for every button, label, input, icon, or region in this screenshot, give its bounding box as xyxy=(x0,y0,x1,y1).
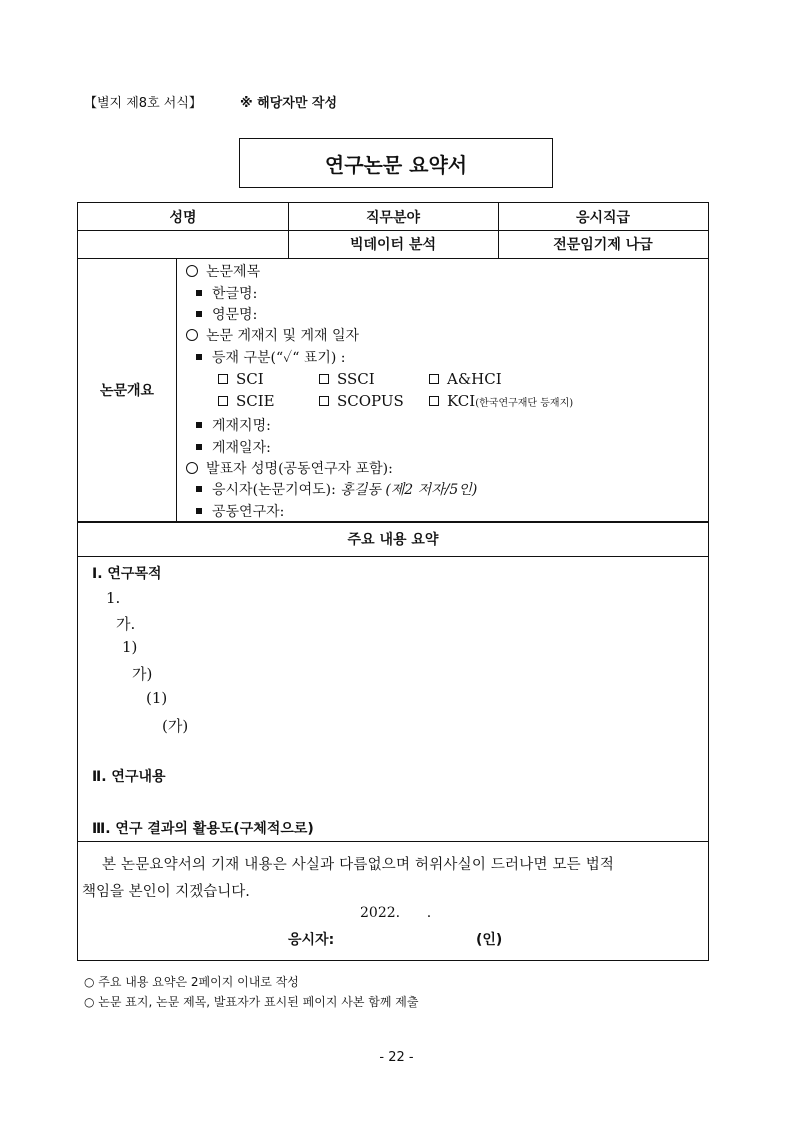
outline-level-6[interactable]: (가) xyxy=(162,717,189,735)
section-1-heading: Ⅰ. 연구목적 xyxy=(92,566,162,582)
applicant-label: 응시자(논문기여도): xyxy=(212,482,336,498)
circle-bullet-icon xyxy=(186,329,198,341)
header-name: 성명 xyxy=(169,209,197,226)
paper-title-label: 논문제목 xyxy=(206,264,261,280)
outline-level-5[interactable]: (1) xyxy=(146,689,168,707)
classification-row xyxy=(196,347,345,367)
section-3-heading: Ⅲ. 연구 결과의 활용도(구체적으로) xyxy=(92,821,314,837)
journal-name-label: 게재지명: xyxy=(212,418,271,434)
field-value: 빅데이터 분석 xyxy=(349,237,437,253)
pub-date-label: 게재일자: xyxy=(212,440,271,456)
co-researcher-row[interactable] xyxy=(196,501,284,521)
english-name-row[interactable] xyxy=(196,304,257,324)
square-bullet-icon xyxy=(196,290,202,296)
venue-date-row xyxy=(186,325,359,345)
checkbox-icon[interactable] xyxy=(429,396,439,406)
square-bullet-icon xyxy=(196,311,202,317)
document-title: 연구논문 요약서 xyxy=(239,138,553,188)
header-field: 직무분야 xyxy=(365,209,421,226)
presenter-row xyxy=(186,458,393,478)
square-bullet-icon xyxy=(196,354,202,360)
pub-date-row[interactable] xyxy=(196,437,271,457)
english-name-label: 영문명: xyxy=(212,307,258,323)
pledge-line-2: 책임을 본인이 지겠습니다. xyxy=(82,884,250,900)
applicant-example: 홍길동 (제2 저자/5인) xyxy=(340,482,478,498)
notice-text: ※ 해당자만 작성 xyxy=(240,96,338,111)
checkbox-ssci[interactable]: SSCI xyxy=(319,370,375,388)
checkbox-icon[interactable] xyxy=(218,374,228,384)
pledge-applicant[interactable]: 응시자: xyxy=(288,932,335,948)
korean-name-row[interactable] xyxy=(196,283,257,303)
checkbox-icon[interactable] xyxy=(218,396,228,406)
overview-label: 논문개요 xyxy=(99,382,155,399)
checkbox-ahci[interactable]: A&HCI xyxy=(429,370,502,388)
summary-header: 주요 내용 요약 xyxy=(347,531,439,548)
outline-level-1[interactable]: 1. xyxy=(106,589,121,607)
co-researcher-label: 공동연구자: xyxy=(212,504,285,520)
note-2: ○ 논문 표지, 논문 제목, 발표자가 표시된 페이지 사본 함께 제출 xyxy=(84,995,419,1009)
outline-level-2[interactable]: 가. xyxy=(116,615,136,633)
journal-name-row[interactable] xyxy=(196,415,271,435)
venue-date-label: 논문 게재지 및 게재 일자 xyxy=(206,328,360,344)
presenter-label: 발표자 성명(공동연구자 포함): xyxy=(206,461,393,477)
grade-value: 전문임기제 나급 xyxy=(553,237,653,253)
square-bullet-icon xyxy=(196,422,202,428)
checkbox-icon[interactable] xyxy=(319,374,329,384)
paper-title-row xyxy=(186,261,260,281)
header-grade: 응시직급 xyxy=(575,209,631,226)
checkbox-sci[interactable]: SCI xyxy=(218,370,264,388)
outline-level-3[interactable]: 1) xyxy=(122,638,138,656)
page-number: - 22 - xyxy=(379,1050,414,1065)
pledge-date[interactable]: 2022. . xyxy=(360,905,432,921)
name-value[interactable] xyxy=(78,230,288,258)
checkbox-scie[interactable]: SCIE xyxy=(218,392,275,410)
square-bullet-icon xyxy=(196,444,202,450)
kci-note: (한국연구재단 등재지) xyxy=(475,397,574,409)
circle-bullet-icon xyxy=(186,462,198,474)
applicant-row[interactable] xyxy=(196,479,477,499)
checkbox-icon[interactable] xyxy=(319,396,329,406)
main-table xyxy=(77,202,709,961)
note-1: ○ 주요 내용 요약은 2페이지 이내로 작성 xyxy=(84,975,299,989)
classification-label: 등재 구분(“✓“ 표기) : xyxy=(212,350,346,366)
outline-level-4[interactable]: 가) xyxy=(132,665,153,683)
checkbox-scopus[interactable]: SCOPUS xyxy=(319,392,404,410)
pledge-line-1: 본 논문요약서의 기재 내용은 사실과 다름없으며 허위사실이 드러나면 모든 법적 xyxy=(102,857,615,873)
square-bullet-icon xyxy=(196,508,202,514)
korean-name-label: 한글명: xyxy=(212,286,258,302)
section-2-heading: Ⅱ. 연구내용 xyxy=(92,769,166,785)
square-bullet-icon xyxy=(196,486,202,492)
checkbox-kci[interactable]: KCI (한국연구재단 등재지) xyxy=(429,392,573,410)
circle-bullet-icon xyxy=(186,265,198,277)
form-label: 【별지 제8호 서식】 xyxy=(84,96,202,111)
seal-mark: (인) xyxy=(476,932,503,948)
checkbox-icon[interactable] xyxy=(429,374,439,384)
